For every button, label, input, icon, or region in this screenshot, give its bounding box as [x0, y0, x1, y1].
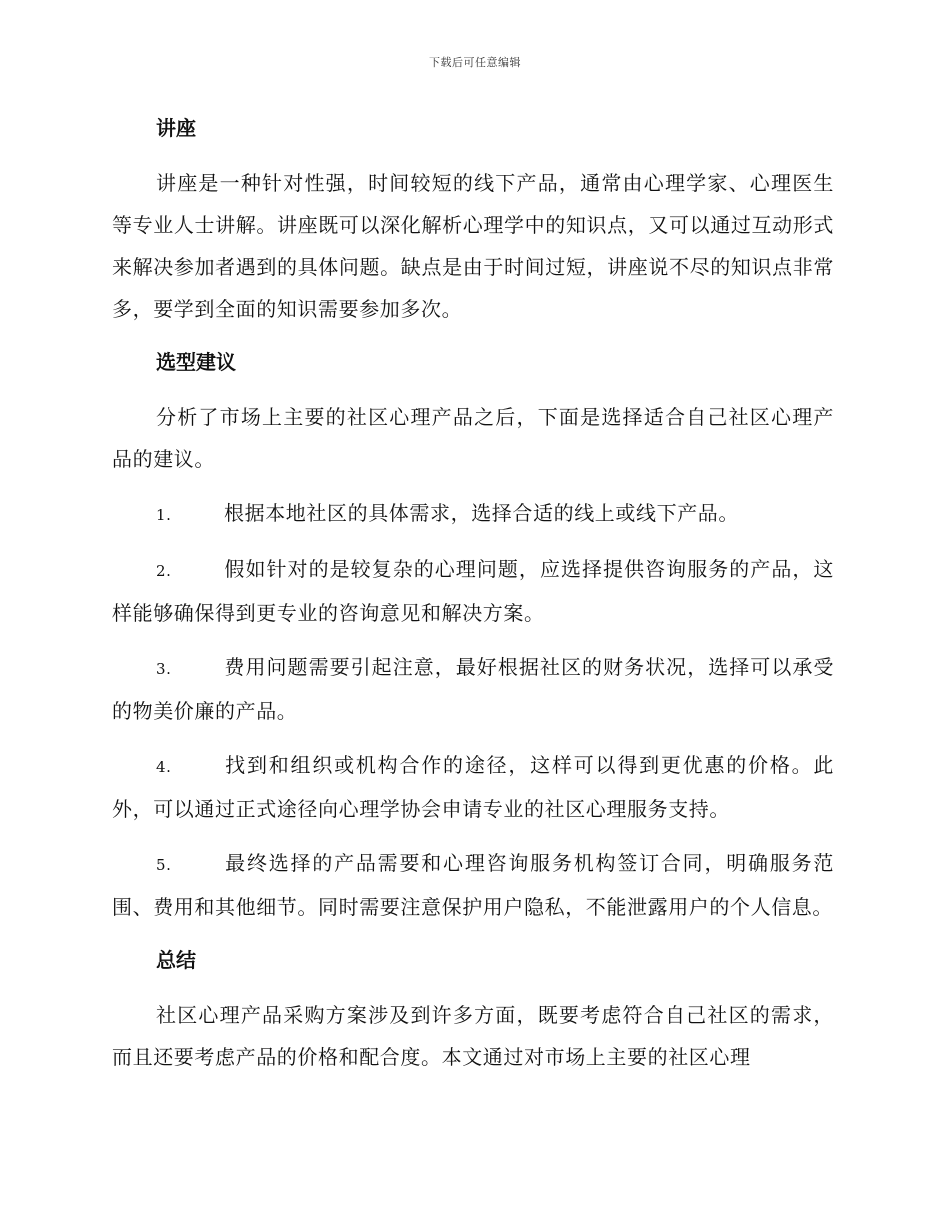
list-item: [112, 842, 834, 928]
section-heading-advice: 选型建议: [156, 350, 236, 374]
list-item-number: 3.: [156, 660, 172, 678]
section-heading-summary: 总结: [156, 948, 196, 972]
list-item-text: 最终选择的产品需要和心理咨询服务机构签订合同，明确服务范围、费用和其他细节。同时需要注意保护用户隐私，不能泄露用户的个人信息。: [112, 851, 834, 919]
page-header: 下载后可任意编辑: [429, 56, 521, 69]
list-item-text: 假如针对的是较复杂的心理问题，应选择提供咨询服务的产品，这样能够确保得到更专业的咨询意见和解决方案。: [112, 557, 834, 625]
list-item: [112, 646, 834, 732]
document-body: [112, 108, 834, 1090]
list-item-text: 根据本地社区的具体需求，选择合适的线上或线下产品。: [224, 501, 739, 525]
list-item: [112, 744, 834, 830]
list-item-number: 5.: [156, 856, 172, 874]
list-item-text: 费用问题需要引起注意，最好根据社区的财务状况，选择可以承受的物美价廉的产品。: [112, 655, 834, 723]
list-item: [112, 492, 834, 536]
list-item-number: 2.: [156, 562, 172, 580]
summary-paragraph: 社区心理产品采购方案涉及到许多方面，既要考虑符合自己社区的需求，而且还要考虑产品的价格和配合度。本文通过对市场上主要的社区心理: [112, 1003, 834, 1069]
list-item: [112, 548, 834, 634]
list-item-number: 1.: [156, 506, 172, 524]
list-item-text: 找到和组织或机构合作的途径，这样可以得到更优惠的价格。此外，可以通过正式途径向心理学协会申请专业的社区心理服务支持。: [112, 753, 834, 821]
lecture-paragraph: 讲座是一种针对性强，时间较短的线下产品，通常由心理学家、心理医生等专业人士讲解。讲座既可以深化解析心理学中的知识点，又可以通过互动形式来解决参加者遇到的具体问题。缺点是由于时间过短，讲座说不尽的知识点非常多，要学到全面的知识需要参加多次。: [112, 171, 834, 321]
list-item-number: 4.: [156, 758, 172, 776]
section-heading-lecture: 讲座: [156, 116, 196, 140]
advice-intro-paragraph: 分析了市场上主要的社区心理产品之后，下面是选择适合自己社区心理产品的建议。: [112, 405, 834, 471]
